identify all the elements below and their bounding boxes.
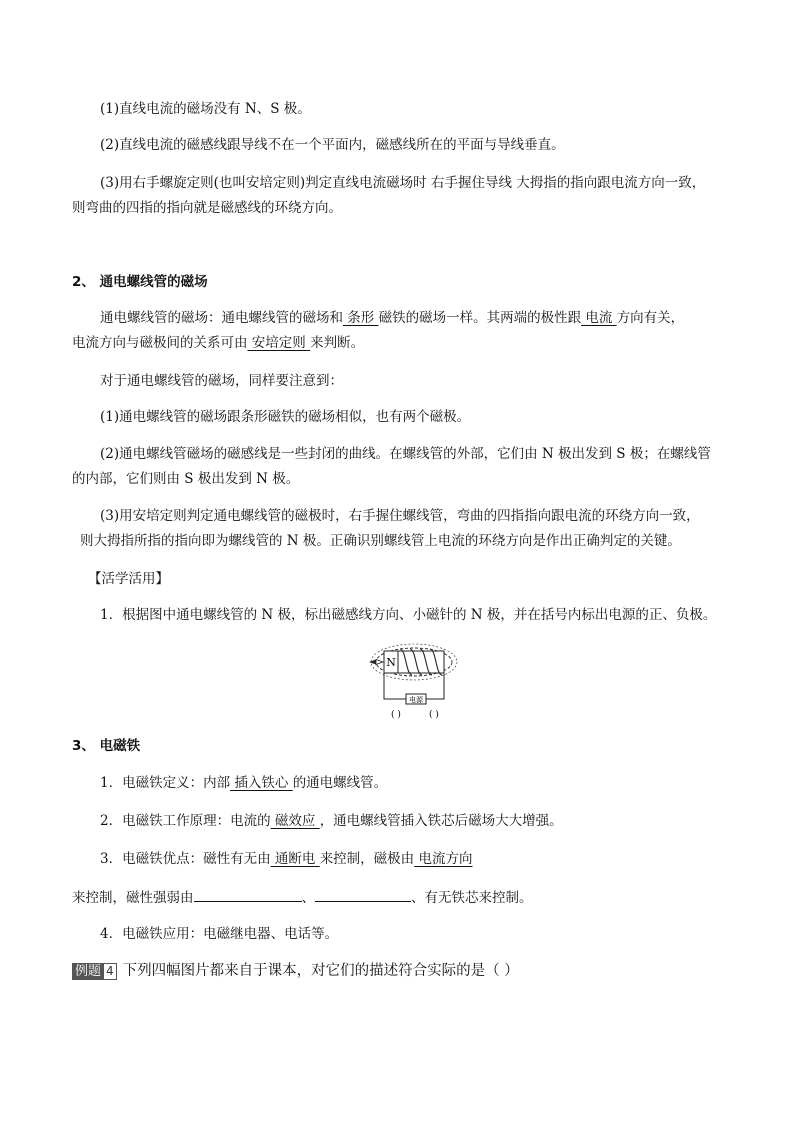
s2-para-2 (72, 334, 364, 352)
s3-i3c-text-a: 来控制，磁性强弱由 (72, 890, 194, 906)
s3-i2-text-a: 2．电磁铁工作原理：电流的 (100, 813, 271, 829)
section-2-heading: 2、 通电螺线管的磁场 (72, 274, 208, 290)
fill-blank-ampere-rule: 安培定则 (247, 335, 311, 351)
s3-i3c-text-b: 、 (301, 890, 315, 906)
power-source-label: 电源 (409, 696, 423, 704)
fill-blank-magnetic-effect: 磁效应 (270, 813, 320, 829)
s3-item-2 (100, 812, 563, 830)
s2-para-5b: 的内部，它们则由 S 极出发到 N 极。 (72, 471, 300, 487)
example-tag: 例题 (72, 963, 104, 980)
wire-left (384, 673, 406, 699)
n-pole-label: N (386, 656, 396, 669)
s2-para-6a: (3)用安培定则判定通电螺线管的磁极时，右手握住螺线管，弯曲的四指指向跟电流的环绕方向一致， (100, 508, 700, 524)
s3-i1-text-a: 1．电磁铁定义：内部 (100, 775, 231, 791)
fill-blank-bar-magnet: 条形 (343, 310, 379, 326)
s3-item-4: 4．电磁铁应用：电磁继电器、电话等。 (100, 926, 339, 942)
section-3-heading: 3、 电磁铁 (72, 738, 141, 754)
s3-i1-text-b: 的通电螺线管。 (292, 775, 388, 791)
fill-blank-current: 电流 (581, 310, 617, 326)
s2-p1-text-a: 通电螺线管的磁场：通电螺线管的磁场和 (100, 310, 343, 326)
s3-i3-text-a: 3．电磁铁优点：磁性有无由 (100, 851, 271, 867)
s2-para-4: (1)通电螺线管的磁场跟条形磁铁的磁场相似，也有两个磁极。 (100, 409, 471, 425)
s3-item-3 (100, 850, 472, 868)
s2-para-1 (100, 309, 684, 327)
fill-blank-current-direction: 电流方向 (414, 851, 473, 867)
s3-i2-text-b: ，通电螺线管插入铁芯后磁场大大增强。 (319, 813, 563, 829)
s2-p1-text-b: 磁铁的磁场一样。其两端的极性跟 (378, 310, 582, 326)
empty-blank-2[interactable] (315, 887, 411, 902)
s2-para-6b: 则大拇指所指的指向即为螺线管的 N 极。正确识别螺线管上电流的环绕方向是作出正确判定的关键。 (80, 533, 681, 549)
practice-heading: 【活学活用】 (88, 571, 169, 587)
bracket-left: ( ) (391, 710, 401, 720)
s2-p2-text-b: 来判断。 (310, 335, 365, 351)
bracket-right: ( ) (429, 710, 439, 720)
example-number: 4 (104, 963, 117, 980)
s3-i3c-text-c: 、有无铁芯来控制。 (411, 890, 533, 906)
para-line-3: (3)用右手螺旋定则(也叫安培定则)判定直线电流磁场时 右手握住导线 大拇指的指向跟电流方向一致， (100, 175, 706, 191)
s2-p2-text-a: 电流方向与磁极间的关系可由 (72, 335, 248, 351)
s3-item-1 (100, 774, 387, 792)
example-4 (72, 962, 519, 980)
s2-p1-text-c: 方向有关， (616, 310, 685, 326)
solenoid-diagram (366, 643, 466, 723)
s3-i3-text-b: 来控制，磁极由 (319, 851, 415, 867)
s3-item-3-cont (72, 887, 533, 907)
empty-blank-1[interactable] (194, 887, 302, 902)
para-line-4: 则弯曲的四指的指向就是磁感线的环绕方向。 (72, 200, 342, 216)
s2-para-3: 对于通电螺线管的磁场，同样要注意到： (100, 373, 343, 389)
wire-right (426, 673, 444, 699)
para-line-2: (2)直线电流的磁感线跟导线不在一个平面内，磁感线所在的平面与导线垂直。 (100, 137, 565, 153)
s2-para-5a: (2)通电螺线管磁场的磁感线是一些封闭的曲线。在螺线管的外部，它们由 N 极出发到 S 极；在螺线管 (100, 446, 711, 462)
fill-blank-on-off: 通断电 (270, 851, 320, 867)
fill-blank-iron-core: 插入铁心 (230, 775, 293, 791)
practice-question-1: 1．根据图中通电螺线管的 N 极，标出磁感线方向、小磁针的 N 极，并在括号内标出电源的正、负极。 (100, 607, 717, 623)
para-line-1: (1)直线电流的磁场没有 N、S 极。 (100, 101, 311, 117)
example-question: 下列四幅图片都来自于课本，对它们的描述符合实际的是（ ） (122, 963, 519, 979)
